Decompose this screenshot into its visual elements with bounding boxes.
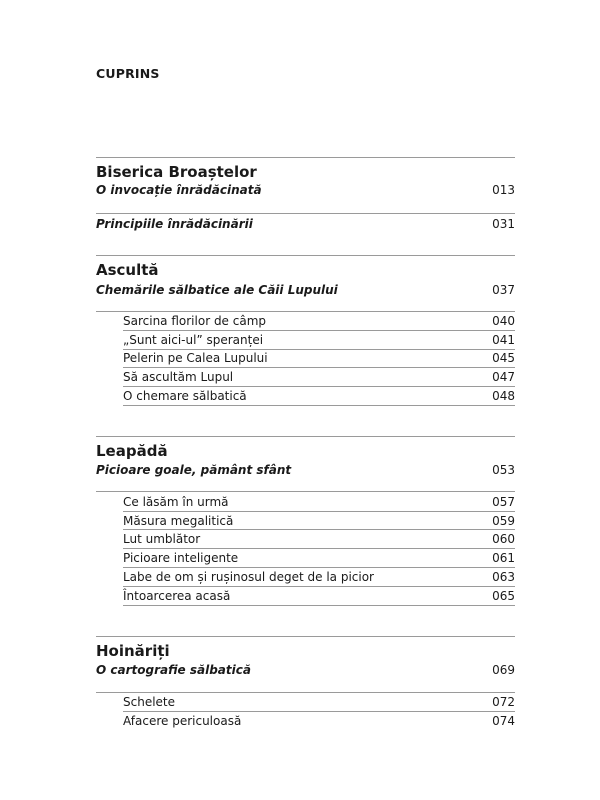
subsection-entry[interactable] xyxy=(123,713,515,729)
chapter-entry[interactable] xyxy=(96,462,515,478)
page-number: 048 xyxy=(492,389,515,403)
chapter-label: Chemările sălbatice ale Căii Lupului xyxy=(96,283,338,297)
subsection-label: Afacere periculoasă xyxy=(123,714,242,728)
subsection-divider xyxy=(123,548,515,549)
subsection-label: O chemare sălbatică xyxy=(123,389,247,403)
subsection-entry[interactable] xyxy=(123,313,515,329)
section-title: Hoinăriți xyxy=(96,642,170,660)
chapter-entry[interactable] xyxy=(96,282,515,298)
subsection-divider xyxy=(123,567,515,568)
page-number: 060 xyxy=(492,532,515,546)
page-number: 063 xyxy=(492,570,515,584)
chapter-label: O cartografie sălbatică xyxy=(96,663,251,677)
subsection-divider xyxy=(123,367,515,368)
subsection-label: Măsura megalitică xyxy=(123,514,234,528)
page-number: 061 xyxy=(492,551,515,565)
page-number: 072 xyxy=(492,695,515,709)
subsection-label: Ce lăsăm în urmă xyxy=(123,495,229,509)
section-divider xyxy=(96,255,515,256)
section-title: Leapădă xyxy=(96,442,168,460)
chapter-entry[interactable] xyxy=(96,182,515,198)
subsection-divider xyxy=(123,330,515,331)
page-number: 031 xyxy=(492,217,515,231)
chapter-label: Picioare goale, pământ sfânt xyxy=(96,463,292,477)
subsection-divider xyxy=(123,586,515,587)
section-divider xyxy=(96,636,515,637)
subsection-entry[interactable] xyxy=(123,494,515,510)
chapter-divider xyxy=(96,311,515,312)
page-number: 041 xyxy=(492,333,515,347)
section-divider xyxy=(96,436,515,437)
subsection-entry[interactable] xyxy=(123,369,515,385)
chapter-divider xyxy=(96,491,515,492)
subsection-divider xyxy=(123,711,515,712)
subsection-entry[interactable] xyxy=(123,550,515,566)
subsection-entry[interactable] xyxy=(123,694,515,710)
page-number: 013 xyxy=(492,183,515,197)
subsection-label: Lut umblător xyxy=(123,532,201,546)
subsection-entry[interactable] xyxy=(123,332,515,348)
subsection-entry[interactable] xyxy=(123,350,515,366)
subsection-divider xyxy=(123,511,515,512)
page-number: 037 xyxy=(492,283,515,297)
subsection-label: Schelete xyxy=(123,695,176,709)
subsection-label: Sarcina florilor de câmp xyxy=(123,314,267,328)
chapter-divider xyxy=(96,213,515,214)
subsection-entry[interactable] xyxy=(123,569,515,585)
page-number: 045 xyxy=(492,351,515,365)
subsection-entry[interactable] xyxy=(123,388,515,404)
toc-heading: CUPRINS xyxy=(96,66,160,81)
page-number: 069 xyxy=(492,663,515,677)
subsection-divider xyxy=(123,386,515,387)
subsection-entry[interactable] xyxy=(123,513,515,529)
chapter-entry[interactable] xyxy=(96,662,515,678)
subsection-label: Pelerin pe Calea Lupului xyxy=(123,351,268,365)
page-number: 065 xyxy=(492,589,515,603)
section-title: Biserica Broaștelor xyxy=(96,163,257,181)
chapter-entry[interactable] xyxy=(96,216,515,232)
subsection-divider xyxy=(123,405,515,406)
section-divider xyxy=(96,157,515,158)
chapter-label: O invocație înrădăcinată xyxy=(96,183,262,197)
subsection-divider xyxy=(123,605,515,606)
page-number: 074 xyxy=(492,714,515,728)
page-number: 059 xyxy=(492,514,515,528)
chapter-label: Principiile înrădăcinării xyxy=(96,217,253,231)
page-number: 053 xyxy=(492,463,515,477)
subsection-entry[interactable] xyxy=(123,588,515,604)
subsection-divider xyxy=(123,529,515,530)
page-number: 047 xyxy=(492,370,515,384)
page-number: 057 xyxy=(492,495,515,509)
section-title: Ascultă xyxy=(96,261,159,279)
subsection-label: Labe de om și rușinosul deget de la picior xyxy=(123,570,374,584)
subsection-label: Întoarcerea acasă xyxy=(123,589,231,603)
subsection-label: „Sunt aici-ul” speranței xyxy=(123,333,264,347)
subsection-entry[interactable] xyxy=(123,531,515,547)
page-number: 040 xyxy=(492,314,515,328)
subsection-label: Să ascultăm Lupul xyxy=(123,370,234,384)
chapter-divider xyxy=(96,692,515,693)
subsection-label: Picioare inteligente xyxy=(123,551,239,565)
